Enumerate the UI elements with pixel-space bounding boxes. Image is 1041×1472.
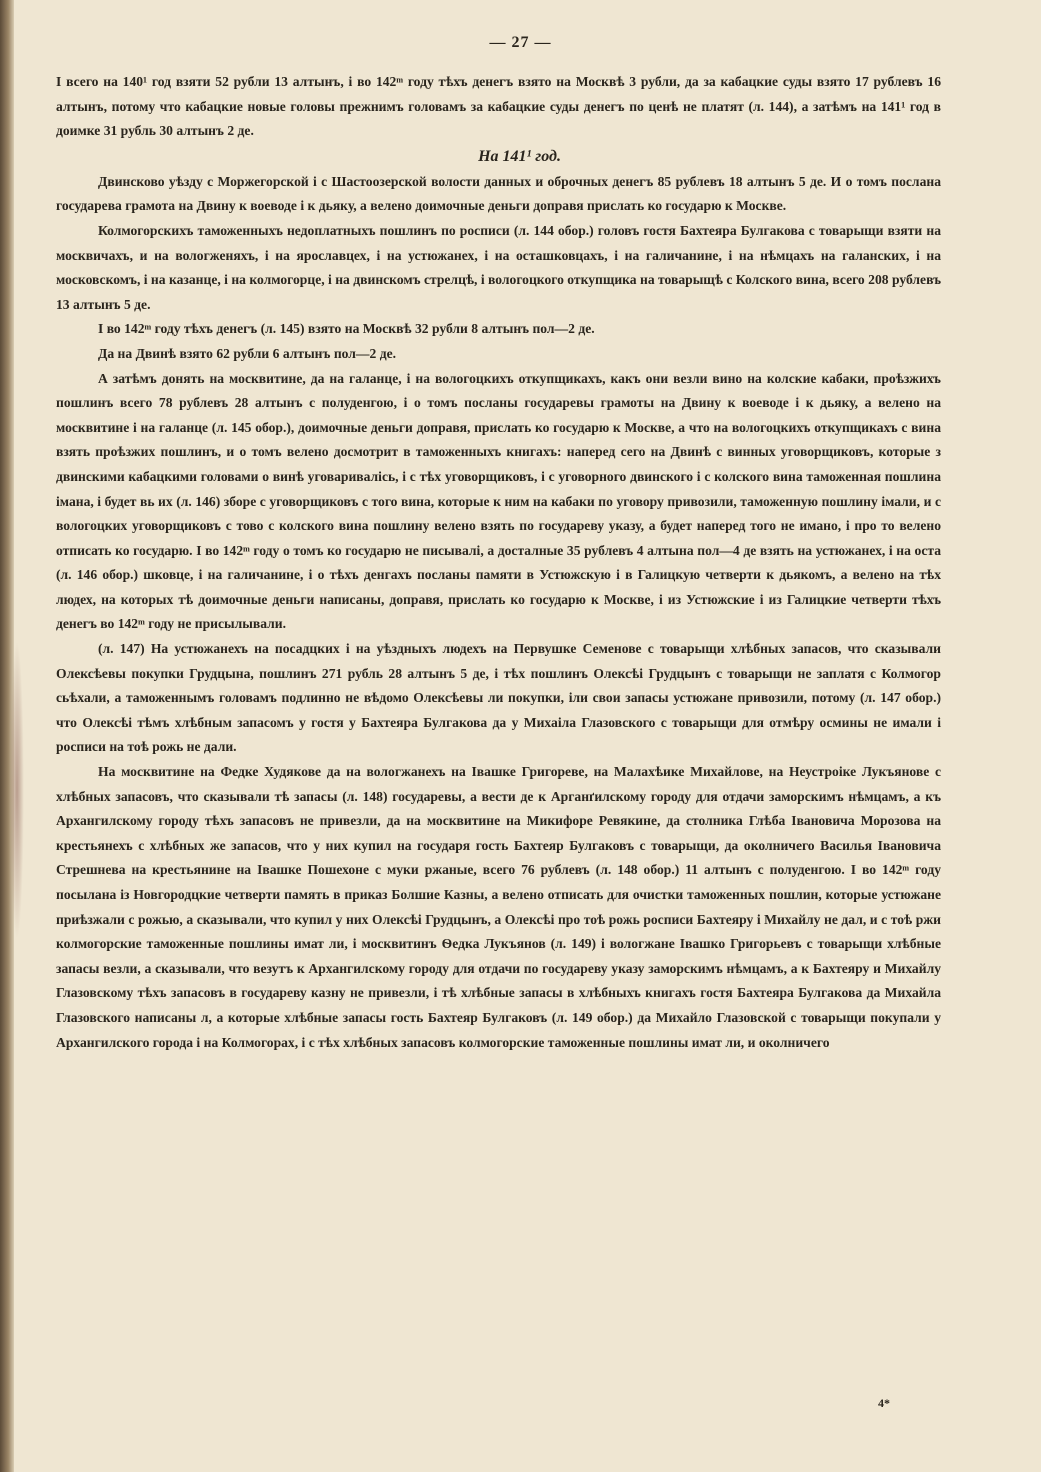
paragraph: А затѣмъ донять на москвитине, да на галанце, і на вологоцкихъ откупщикахъ, какъ они везли вино на колские кабаки, проѣзжихъ пошлинъ всего 78 рублевъ 28 алтынъ с полуденгою, і о томъ посланы государевы грамоты на Двину к воеводе і к дьяку, а велено на москвитине і на галанце (л. 145 обор.), доимочные деньги доправя, прислать ко государю к Москве, а что на вологоцкихъ откупщикахъ с вина взять проѣзжих пошлинъ, и о томъ велено досмотрит в таможенныхъ книгахъ: наперед сего на Двинѣ с винных уговорщиковъ, которые з двинскими кабацкими головами о винѣ уговаривалісь, і с тѣх уговорщиковъ, і с уговорного двинского і с колского вина таможенная пошлина імана, і будет вь их (л. 146) зборе с уговорщиковъ с того вина, которые к ним на кабаки по уговору привозили, таможенную пошлину імали, и с вологоцких уговорщиковъ с тово с колского вина пошлину велено взять по государеву указу, а будет наперед того не имано, і про то велено отписать ко государю. I во 142ᵐ году о томъ ко государю не писывалі, а досталные 35 рублевъ 4 алтына пол—4 де взять на устюжанех, і на оста (л. 146 обор.) шковце, і на галичанине, і о тѣхъ денгахъ посланы памяти в Устюжскую і в Галицкую четверти к дьякомъ, а велено на тѣх людех, на которых тѣ доимочные деньги написаны, доправя, прислать ко государю к Москве, і из Устюжские і из Галицкие четверти тѣхъ денегъ во 142ᵐ году не присылывали. — [56, 370, 941, 632]
paragraph: (л. 147) На устюжанехъ на посадцких і на уѣздныхъ людехъ на Первушке Семенове с товарыщи хлѣбных запасов, что сказывали Олексѣевы покупки Грудцына, пошлинъ 271 рубль 28 алтынъ 5 де, і тѣх пошлинъ Олексѣі Грудцынъ с товарыщи не заплатя с Колмогор сьѣхали, а таможеннымъ головамъ подлинно не вѣдомо Олексѣевы ли покупки, іли свои запасы устюжане привозили, потому (л. 147 обор.) что Олексѣі тѣмъ хлѣбным запасомъ у гостя у Бахтеяра Булгакова да у Михаіла Глазовского с товарыщи для отмѣру осмины не имали і росписи на тоѣ рожь не дали. — [56, 641, 941, 755]
paragraph: Колмогорскихъ таможенныхъ недоплатныхъ пошлинъ по росписи (л. 144 обор.) головъ гостя Бахтеяра Булгакова с товарыщи взяти на москвичахъ, и на вологженяхъ, і на ярославцех, і на устюжанех, і на осташковцахъ, і на галичанине, і на нѣмцахъ на галанских, і на московскомъ, і на казанце, і на колмогорце, і на двинскомъ стрелцѣ, і вологоцкого откупщика на товарыщѣ с Колского вина, всего 208 рублевъ 13 алтынъ 5 де. — [56, 222, 941, 312]
paragraph: I во 142ᵐ году тѣхъ денегъ (л. 145) взято на Москвѣ 32 рубли 8 алтынъ пол—2 де. — [98, 321, 595, 337]
page-number: — 27 — — [489, 34, 552, 51]
paragraph: На москвитине на Федке Худякове да на вологжанехъ на Івашке Григореве, на Малахѣике Михайлове, на Неустроіке Лукъянове с хлѣбных запасовъ, что сказывали тѣ запасы (л. 148) государевы, а вести де к Арганґилскому городу для отдачи заморскимъ нѣмцамъ, а къ Архангилскому городу тѣхъ запасовъ не привезли, да на москвитине на Микифоре Ревякине, да столника Глѣба Івановича Морозова на крестьянехъ с хлѣбных же запасов, что у них купил на государя гость Бахтеяр Булгаковъ с товарыщи, да околничего Василья Івановича Стрешнева на крестьянине на Івашке Пошехоне с муки ржаные, всего 76 рублевъ (л. 148 обор.) 11 алтынъ с полуденгою. I во 142ᵐ году посылана із Новгородцкие четверти память в приказ Болшие Казны, а велено отписать для очистки таможенных пошлин, которые устюжане приѣзжали с рожью, а сказывали, что купил у них Олексѣі Грудцынъ, а Олексѣі про тоѣ рожь росписи Бахтеяру і Михайлу не дал, и с тоѣ ржи колмогорские таможенные пошлины имат ли, і москвитинъ Ѳедка Лукъянов (л. 149) і вологжане Івашко Григорьевъ с товарыщи хлѣбные запасы везли, а сказывали, что везутъ к Архангилскому городу для отдачи по государеву указу заморскимъ нѣмцамъ, а к Бахтеяру и Михайлу Глазовскому тѣхъ запасовъ в государеву казну не привезли, і тѣ хлѣбные запасы в хлѣбныхъ книгахъ гостя Бахтеяра Булгакова да Михайла Глазовского написаны л, а которые хлѣбные запасы гость Бахтеяр Булгаковъ (л. 149 обор.) да Михайло Глазовской с товарыщи покупали у Архангилского города і на Колмогорах, і с тѣх хлѣбных запасовъ колмогорские таможенные пошлины имат ли, и околничего — [56, 764, 941, 1050]
page-stain — [10, 640, 24, 940]
section-heading: На 141¹ год. — [478, 147, 561, 165]
printer-signature: 4* — [878, 1396, 890, 1410]
page-body — [56, 70, 941, 1055]
paragraph: I всего на 140¹ год взяти 52 рубли 13 алтынъ, і во 142ᵐ году тѣхъ денегъ взято на Москвѣ 3 рубли, да за кабацкие суды взято 17 рублевъ 16 алтынъ, потому что кабацкие новые головы прежнимъ головамъ за кабацкие суды денегъ по ценѣ не платят (л. 144), а затѣмъ на 141¹ год в доимке 31 рубль 30 алтынъ 2 де. — [56, 74, 941, 139]
paragraph: Да на Двинѣ взято 62 рубли 6 алтынъ пол—2 де. — [98, 345, 397, 361]
paragraph: Двинсково уѣзду с Моржегорской і с Шастоозерской волости данных и оброчных денегъ 85 рублевъ 18 алтынъ 5 де. И о томъ послана государева грамота на Двину к воеводе і к дьяку, а велено доимочные деньги доправя прислать ко государю к Москве. — [56, 173, 941, 214]
